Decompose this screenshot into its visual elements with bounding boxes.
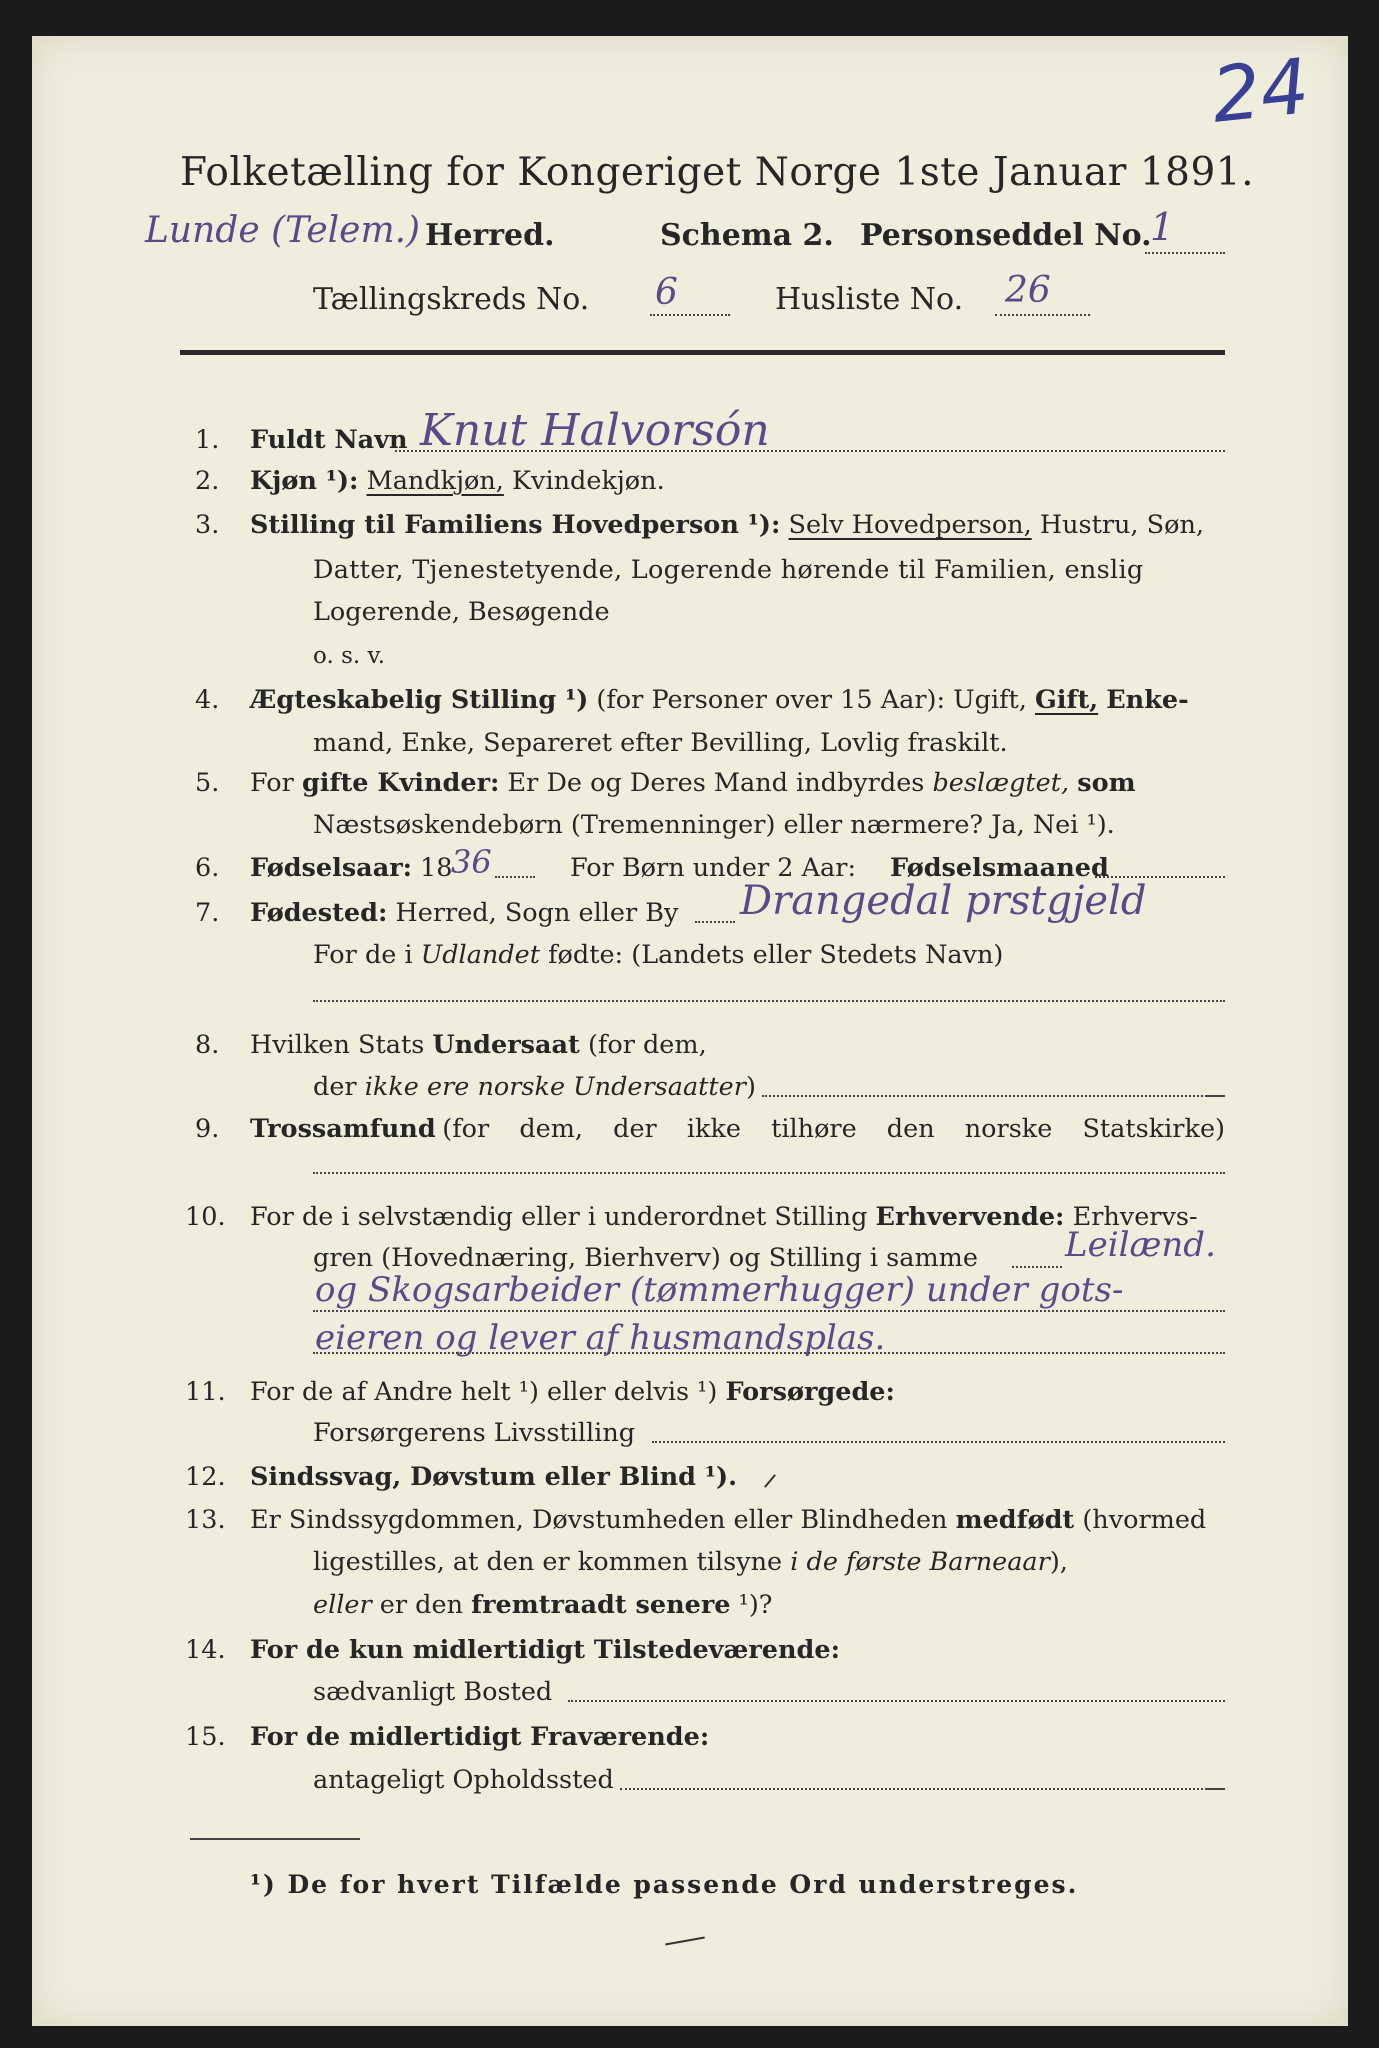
q7-label: Fødested: xyxy=(250,898,388,928)
form-title: Folketælling for Kongeriget Norge 1ste Januar 1891. xyxy=(180,150,1254,195)
q4-label: Ægteskabelig Stilling ¹) xyxy=(250,685,589,715)
q10-line2: gren (Hovednæring, Bierhverv) og Stilling i samme xyxy=(313,1243,978,1273)
q9-number: 9. xyxy=(195,1114,220,1144)
q11-number: 11. xyxy=(185,1377,226,1407)
q8-line1a: Hvilken Stats xyxy=(250,1030,425,1060)
q9-dots xyxy=(313,1172,1225,1174)
kreds-value: 6 xyxy=(655,272,678,313)
q5-em: beslægtet, xyxy=(932,768,1070,798)
q7-line2em: Udlandet xyxy=(420,940,540,970)
q15-label: For de midlertidigt Fraværende: xyxy=(250,1722,710,1752)
page-number: 24 xyxy=(1207,41,1314,140)
q10-dots-b xyxy=(313,1352,1225,1354)
q13-line2b: ), xyxy=(1049,1547,1068,1577)
q13-line2 xyxy=(313,1547,1068,1577)
header-rule xyxy=(180,350,1225,355)
q6-label2: Fødselsmaaned xyxy=(890,853,1109,883)
q8-line2a: der xyxy=(313,1072,357,1102)
q7-dots-lead xyxy=(695,921,735,923)
q9-line xyxy=(250,1114,1225,1144)
q2-opt-kvindekjon: Kvindekjøn. xyxy=(512,466,665,496)
q5-line1 xyxy=(250,768,1136,798)
q4-line2: mand, Enke, Separeret efter Bevilling, Lovlig fraskilt. xyxy=(313,728,1008,758)
q4-number: 4. xyxy=(195,685,220,715)
personseddel-label: Personseddel No. xyxy=(860,218,1152,253)
q5-prefix: For xyxy=(250,768,294,798)
q8-label: Undersaat xyxy=(432,1030,580,1060)
q13-line3em: eller xyxy=(313,1590,372,1620)
personseddel-value: 1 xyxy=(1150,205,1175,249)
q15-number: 15. xyxy=(185,1722,226,1752)
q7-rest: Herred, Sogn eller By xyxy=(395,898,679,928)
q8-line1 xyxy=(250,1030,707,1060)
footnote-rule xyxy=(190,1838,360,1840)
q8-line1b: (for dem, xyxy=(587,1030,707,1060)
q6-prefix: 18 xyxy=(420,853,453,883)
q13-label: medfødt xyxy=(955,1505,1075,1535)
q11-line2: Forsørgerens Livsstilling xyxy=(313,1418,636,1448)
q11-label: Forsørgede: xyxy=(725,1377,895,1407)
q1-label: Fuldt Navn xyxy=(250,425,408,455)
q8-dots xyxy=(762,1095,1207,1097)
q2-opt-mandkjon: Mandkjøn, xyxy=(366,466,504,496)
q6-number: 6. xyxy=(195,853,220,883)
q13-line3a: er den xyxy=(379,1590,464,1620)
q9-label: Trossamfund xyxy=(250,1114,436,1144)
q6-dots xyxy=(495,876,535,878)
q13-line1a: Er Sindssygdommen, Døvstumheden eller Blindheden xyxy=(250,1505,948,1535)
q7-dots xyxy=(313,1000,1225,1002)
q8-line2em: ikke ere norske Undersaatter xyxy=(364,1072,746,1102)
q10-hand2: og Skogsarbeider (tømmerhugger) under gots- xyxy=(315,1270,1124,1310)
kreds-label: Tællingskreds No. xyxy=(313,282,590,317)
q2-number: 2. xyxy=(195,466,220,496)
q3-line2: Datter, Tjenestetyende, Logerende hørende til Familien, enslig xyxy=(313,555,1144,585)
q4-line1 xyxy=(250,685,1189,715)
q1-dots xyxy=(395,450,1225,452)
q2-label: Kjøn ¹): xyxy=(250,466,359,496)
q5-tail: som xyxy=(1077,768,1136,798)
q11-dots xyxy=(652,1441,1225,1443)
q6-mid: For Børn under 2 Aar: xyxy=(570,853,857,883)
q8-number: 8. xyxy=(195,1030,220,1060)
q4-rest: (for Personer over 15 Aar): Ugift, xyxy=(596,685,1027,715)
q5-rest: Er De og Deres Mand indbyrdes xyxy=(507,768,925,798)
q10-line1b: Erhvervs- xyxy=(1072,1202,1198,1232)
q14-line2: sædvanligt Bosted xyxy=(313,1677,553,1707)
q10-number: 10. xyxy=(185,1202,226,1232)
q13-line2a: ligestilles, at den er kommen tilsyne xyxy=(313,1547,783,1577)
q10-dots-lead xyxy=(1012,1266,1062,1268)
q1-value: Knut Halvorsón xyxy=(420,405,770,456)
q10-line1a: For de i selvstændig eller i underordnet Stilling xyxy=(250,1202,868,1232)
q3-line3: Logerende, Besøgende xyxy=(313,597,610,627)
q2-line xyxy=(250,466,665,496)
q13-line1b: (hvormed xyxy=(1082,1505,1207,1535)
q3-line1 xyxy=(250,510,1204,540)
husliste-dots xyxy=(995,314,1090,316)
q15-end xyxy=(1207,1788,1225,1790)
q12-label: Sindssvag, Døvstum eller Blind ¹). xyxy=(250,1462,738,1492)
q3-line4: o. s. v. xyxy=(313,643,386,669)
q5-number: 5. xyxy=(195,768,220,798)
husliste-label: Husliste No. xyxy=(775,282,964,317)
q10-hand1: Leilænd. xyxy=(1065,1225,1216,1265)
q13-line2em: i de første Barneaar xyxy=(790,1547,1050,1577)
q13-line3b: fremtraadt senere xyxy=(471,1590,731,1620)
husliste-value: 26 xyxy=(1005,270,1051,311)
q7-value: Drangedal prstgjeld xyxy=(740,878,1147,924)
q9-rest: (for dem, der ikke tilhøre den norske Statskirke) xyxy=(442,1114,1225,1144)
q12-number: 12. xyxy=(185,1462,226,1492)
schema-label: Schema 2. xyxy=(660,218,834,253)
q4-tail: Enke- xyxy=(1106,685,1189,715)
q6-label: Fødselsaar: xyxy=(250,853,413,883)
q7-number: 7. xyxy=(195,898,220,928)
personseddel-dots xyxy=(1145,252,1225,254)
q11-line1a: For de af Andre helt ¹) eller delvis ¹) xyxy=(250,1377,718,1407)
q15-dots xyxy=(620,1788,1207,1790)
q14-dots xyxy=(568,1700,1225,1702)
q7-line2 xyxy=(313,940,1003,970)
q13-line3 xyxy=(313,1590,772,1620)
q13-number: 13. xyxy=(185,1505,226,1535)
q5-line2: Næstsøskendebørn (Tremenninger) eller nærmere? Ja, Nei ¹). xyxy=(313,810,1115,840)
q3-number: 3. xyxy=(195,510,220,540)
q8-line2 xyxy=(313,1072,756,1102)
q13-line3c: ¹)? xyxy=(738,1590,773,1620)
q4-selected: Gift, xyxy=(1035,685,1099,715)
q3-selected: Selv Hovedperson, xyxy=(788,510,1032,540)
q7-line2b: fødte: (Landets eller Stedets Navn) xyxy=(548,940,1004,970)
q8-end xyxy=(1207,1095,1225,1097)
q1-number: 1. xyxy=(195,425,220,455)
q14-label: For de kun midlertidigt Tilstedeværende: xyxy=(250,1635,841,1665)
q3-rest: Hustru, Søn, xyxy=(1039,510,1204,540)
footnote: ¹) De for hvert Tilfælde passende Ord understreges. xyxy=(250,1870,1079,1899)
q3-label: Stilling til Familiens Hovedperson ¹): xyxy=(250,510,781,540)
q10-label: Erhvervende: xyxy=(875,1202,1065,1232)
q6-value: 36 xyxy=(451,843,492,881)
q10-dots-a xyxy=(313,1310,1225,1312)
kreds-dots xyxy=(650,314,730,316)
herred-value: Lunde (Telem.) xyxy=(145,210,421,251)
q13-line1 xyxy=(250,1505,1206,1535)
q8-line2b: ) xyxy=(745,1072,756,1102)
q10-line1 xyxy=(250,1202,1198,1232)
q7-line2a: For de i xyxy=(313,940,413,970)
herred-label: Herred. xyxy=(425,218,555,253)
q14-number: 14. xyxy=(185,1635,226,1665)
q5-label: gifte Kvinder: xyxy=(301,768,500,798)
q15-line2: antageligt Opholdssted xyxy=(313,1765,614,1795)
q10-hand3: eieren og lever af husmandsplas. xyxy=(315,1318,886,1358)
q11-line1 xyxy=(250,1377,895,1407)
q7-line1 xyxy=(250,898,678,928)
